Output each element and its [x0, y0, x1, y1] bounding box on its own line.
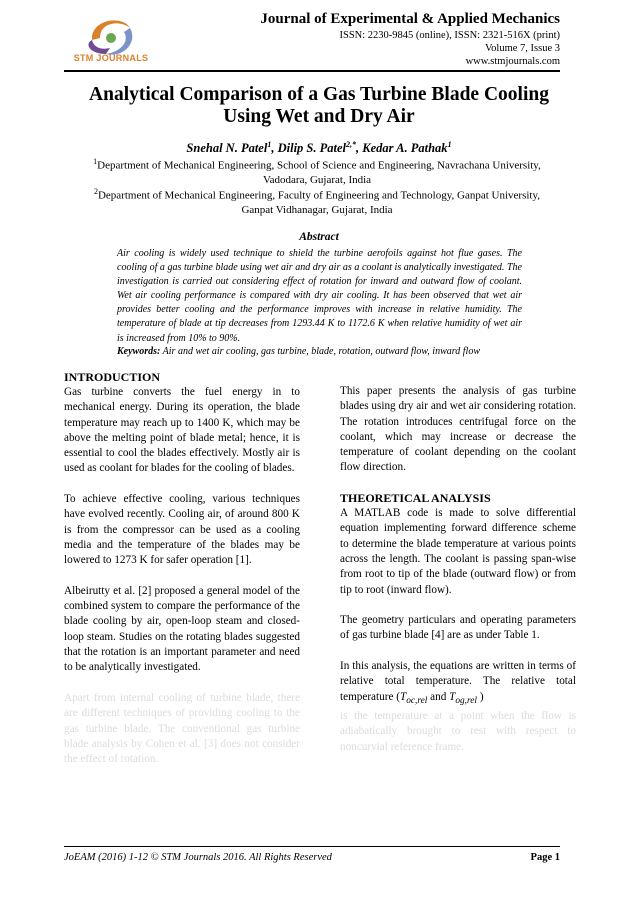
website-link[interactable]: www.stmjournals.com	[465, 56, 560, 67]
affiliation-2	[72, 185, 562, 218]
abstract-text: Air cooling is widely used technique to shield the turbine aerofoils against hot flue gases. The cooling of a gas turbine blade using wet air and dry air as a coolant is analytically investigated. The investigation is carried out considering effect of rotation for inward and outward flow of coolant. Wet air cooling performance is compared with dry air cooling. It has been observed that wet air provides better cooling and the performance improves with increase in relative humidity. The temperature of blade at tip decreases from 1293.44 K to 1172.6 K when relative humidity of wet air is increased from 10% to 90%.	[117, 248, 522, 344]
affiliation-1-sup: 1	[93, 157, 98, 166]
math-t-oc-rel: $T_{oc,rel}$	[399, 690, 428, 706]
paper-title	[64, 84, 574, 128]
intro-paragraph-1: Gas turbine converts the fuel energy in to mechanical energy. During its operation, the blade temperature may reach up to 1400 K, which may be above the melting point of blade metal; hence, it is essential to cool the blades effectively. Mostly air is used as coolant for blades for the cooling of blades.	[64, 386, 300, 475]
affiliation-2-sup: 2	[93, 187, 98, 196]
keywords	[117, 345, 537, 358]
author-1: Snehal N. Patel	[186, 141, 268, 156]
abstract-heading: Abstract	[299, 231, 339, 243]
author-1-affil: 1	[267, 140, 272, 149]
analysis-paragraph-4-faded: is the temperature at a point when the flow is adiabatically brought to rest with respect to noncurvial reference frame.	[340, 710, 576, 753]
left-column	[64, 370, 300, 783]
affiliation-2-line-2: Ganpat Vidhanagar, Gujarat, India	[241, 204, 393, 217]
logo-center-dot	[106, 33, 116, 43]
math-t-og-rel: $T_{og,rel}$	[449, 690, 478, 706]
affiliation-2-line-1: Department of Mechanical Engineering, Faculty of Engineering and Technology, Ganpat University,	[97, 189, 541, 202]
logo-text: STM JOURNALS	[73, 53, 149, 63]
authors: Snehal N. Patel$^1$, Dilip S. Patel$^{2,*}$, Kedar A. Pathak$^1$	[186, 140, 452, 156]
math-and: and	[427, 690, 450, 703]
title-line-2: Using Wet and Dry Air	[223, 106, 415, 127]
footer-divider	[64, 846, 560, 847]
volume-issue: Volume 7, Issue 3	[484, 43, 560, 54]
affiliation-1-line-1: Department of Mechanical Engineering, School of Science and Engineering, Navrachana University,	[97, 159, 541, 172]
analysis-paragraph-2: The geometry particulars and operating parameters of gas turbine blade [4] are as under Table 1.	[340, 614, 576, 642]
page-number: Page 1	[530, 852, 560, 863]
intro-paragraph-3: Albeirutty et al. [2] proposed a general model of the combined system to compare the performance of the blade cooling by air, open-loop steam and closed-loop steam. Studies on the rotating blades suggested that the rotation is an important parameter and need to be analytically investigated.	[64, 584, 300, 674]
keywords-text: Air and wet air cooling, gas turbine, blade, rotation, outward flow, inward flow	[162, 346, 481, 357]
affiliation-1	[72, 155, 562, 188]
math-close-paren: )	[477, 690, 484, 703]
right-column	[340, 384, 576, 770]
header-divider	[64, 70, 560, 72]
journal-name: Journal of Experimental & Applied Mechanics	[260, 11, 560, 27]
title-line-1: Analytical Comparison of a Gas Turbine Blade Cooling	[89, 84, 549, 105]
issn: ISSN: 2230-9845 (online), ISSN: 2321-516X (print)	[339, 30, 560, 41]
author-2: Dilip S. Patel	[277, 141, 346, 156]
footer-copyright: JoEAM (2016) 1-12 © STM Journals 2016. All Rights Reserved	[64, 852, 332, 863]
analysis-paragraph-3-text: In this analysis, the equations are written in terms of relative total temperature. The relative total temperature (	[340, 660, 576, 703]
intro-paragraph-2: To achieve effective cooling, various techniques have evolved recently. Cooling air, of around 800 K is from the compressor can be used as a cooling media and the temperature of the blades may be lowered to 1273 K for safer operation [1].	[64, 493, 300, 567]
author-3: Kedar A. Pathak	[362, 141, 448, 156]
introduction-heading: INTRODUCTION	[64, 370, 161, 384]
analysis-paragraph-3	[340, 659, 576, 709]
analysis-paragraph-1: A MATLAB code is made to solve differential equation implementing forward difference scheme to determine the blade temperature at various points across the length. The coolant is passing span-wise from root to tip of the blade (outward flow) or from tip to root (inward flow).	[340, 507, 576, 596]
right-paragraph-1: This paper presents the analysis of gas turbine blades using dry air and wet air considering rotation. The rotation introduces centrifugal force on the coolant, which may increase or decrease the temperature of coolant depending on the coolant flow direction.	[340, 385, 576, 474]
intro-paragraph-4-faded: Apart from internal cooling of turbine blade, there are different techniques of providing cooling to the gas turbine blade. The conventional gas turbine blade analysis by Cohen et al. [3] does not consider the effect of rotation.	[64, 691, 300, 766]
keywords-label: Keywords:	[117, 346, 161, 357]
author-2-affil: 2,*	[346, 140, 356, 149]
logo-swirl-purple	[88, 40, 110, 54]
affiliation-1-line-2: Vadodara, Gujarat, India	[262, 174, 372, 187]
journal-header	[260, 10, 560, 68]
theoretical-analysis-heading: THEORETICAL ANALYSIS	[340, 491, 491, 506]
author-3-affil: 1	[447, 140, 452, 149]
